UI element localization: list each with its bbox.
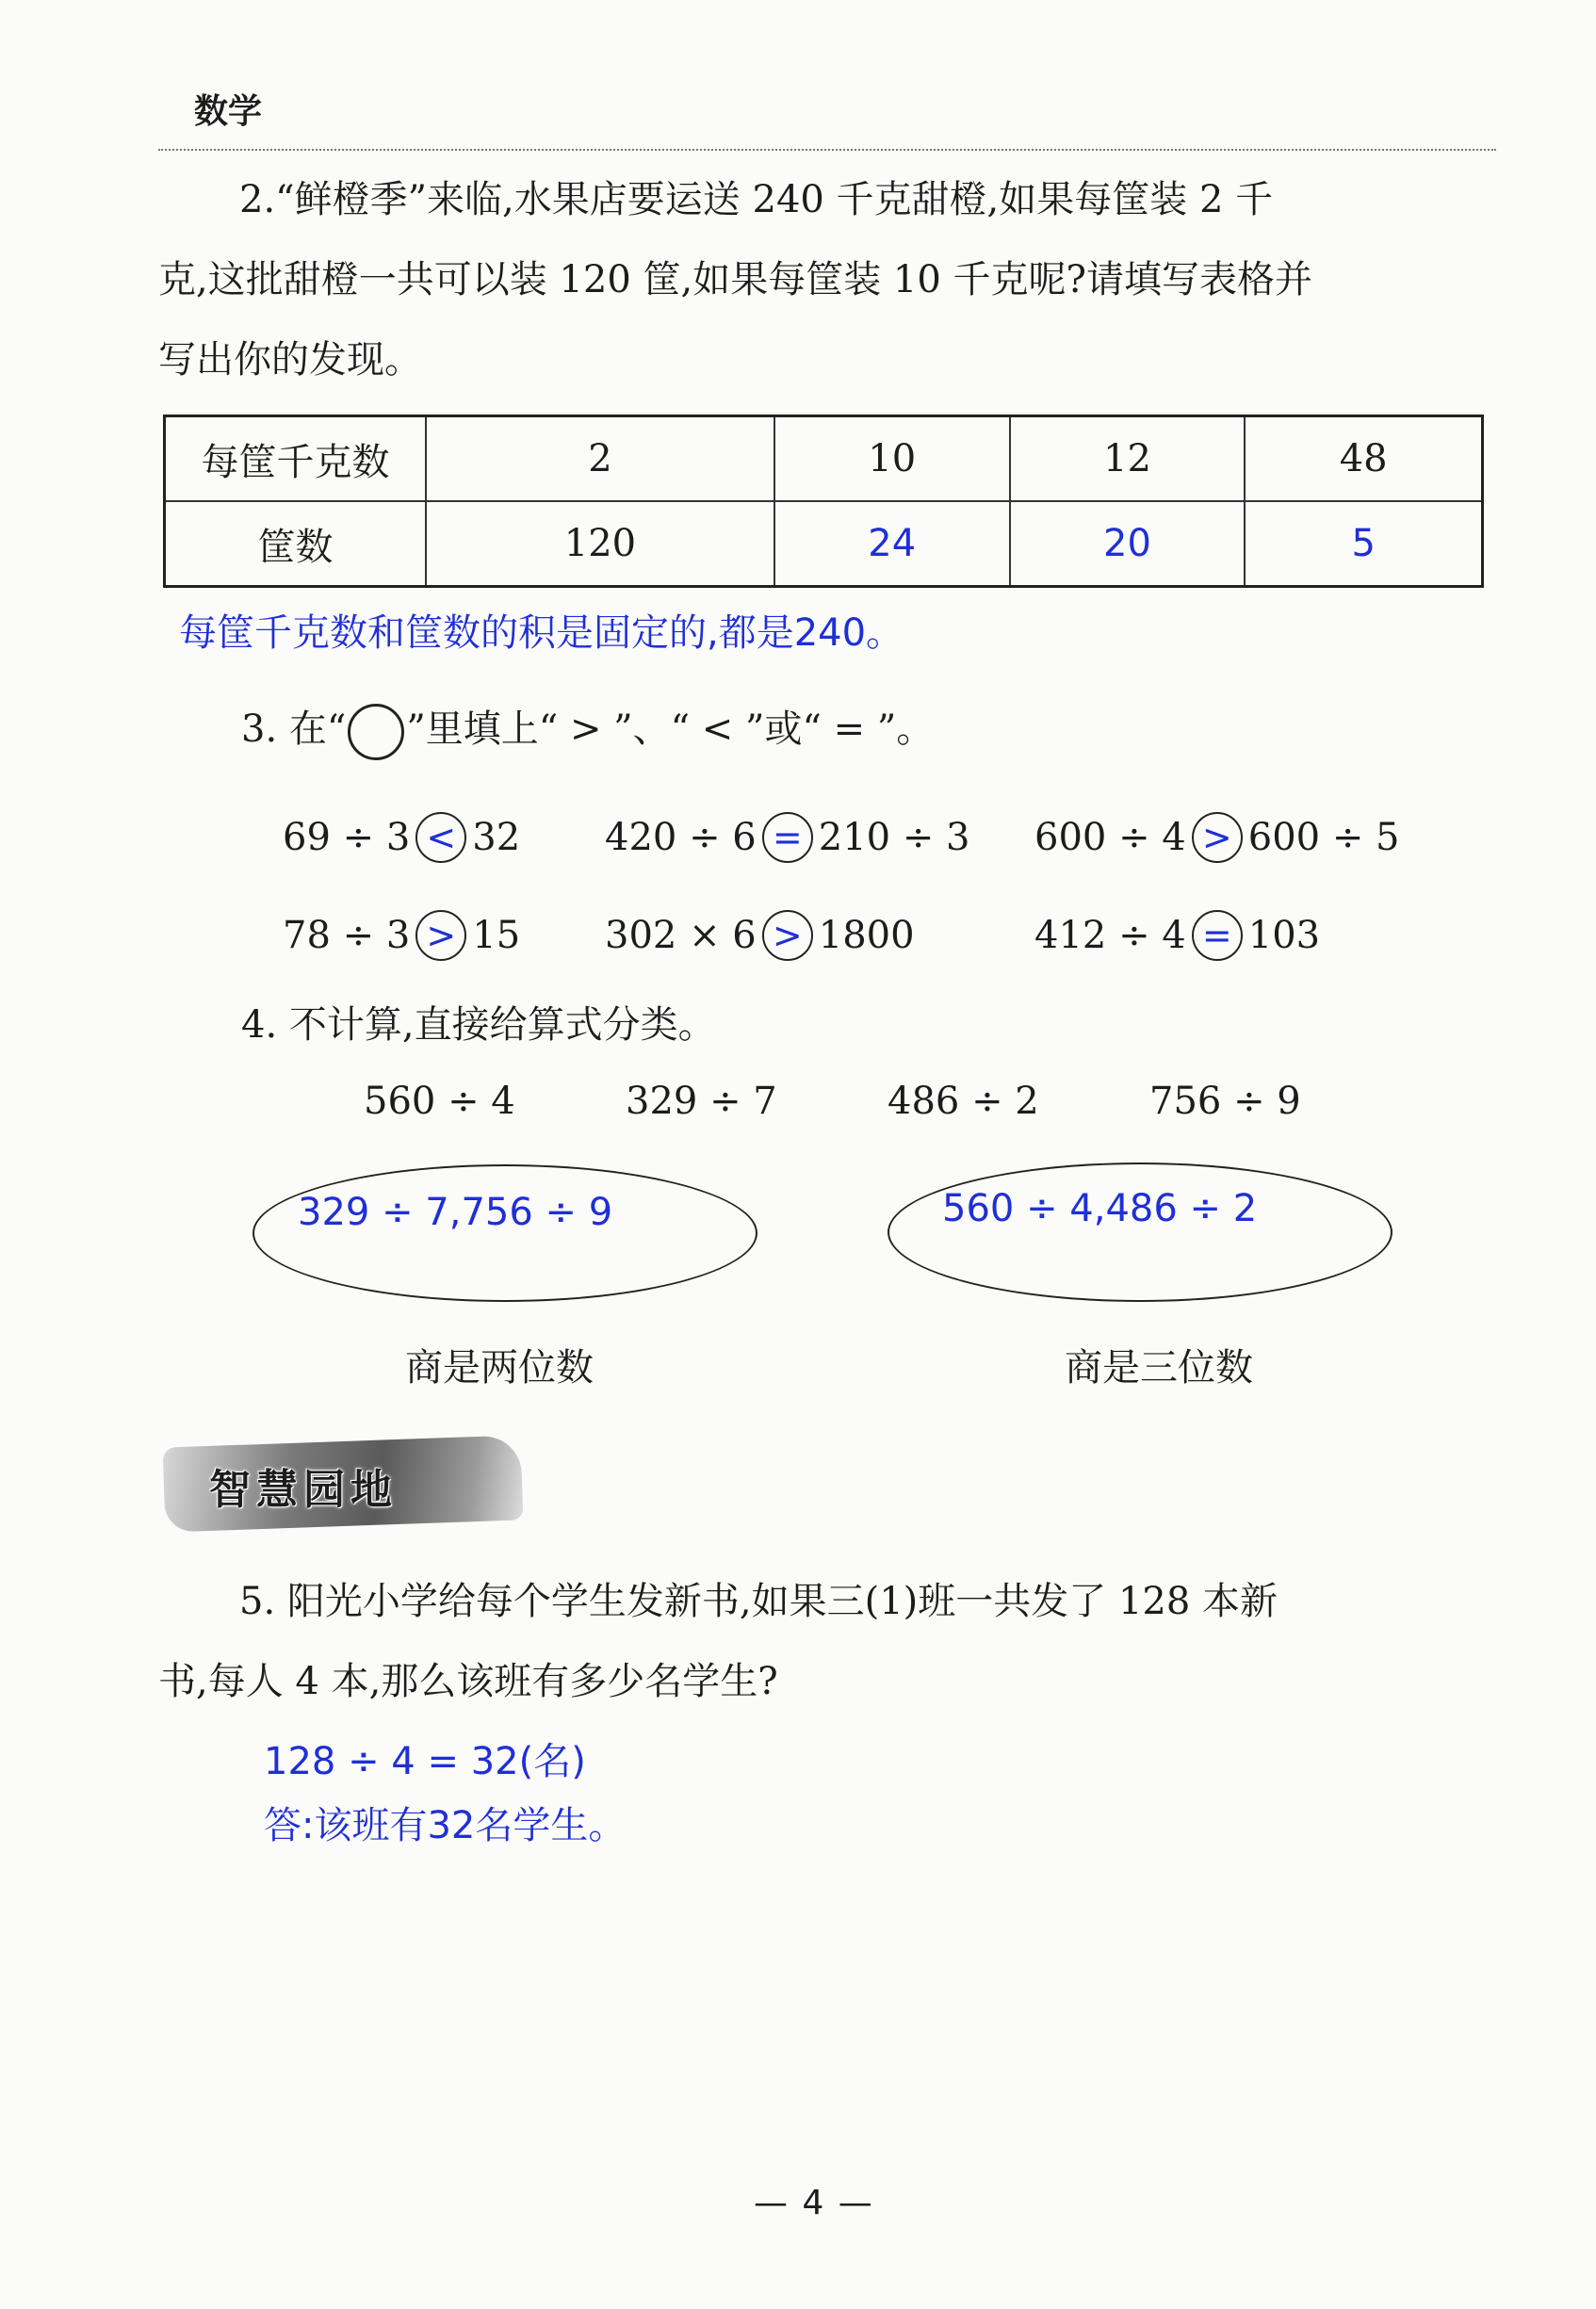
compare-answer: > — [415, 910, 466, 961]
question-2 — [158, 160, 1496, 400]
table-cell: 2 — [426, 416, 774, 502]
table-cell: 48 — [1245, 416, 1482, 502]
expression: 486 ÷ 2 — [888, 1080, 1039, 1123]
table-answer-cell: 24 — [774, 501, 1010, 587]
table-cell: 10 — [774, 416, 1010, 502]
table-row-baskets — [165, 501, 1483, 587]
compare-answer: > — [762, 910, 813, 961]
compare-right: 15 — [472, 914, 521, 957]
compare-right: 1800 — [818, 914, 915, 957]
table-cell: 12 — [1010, 416, 1246, 502]
table-answer-cell: 5 — [1245, 501, 1482, 587]
page-number: — 4 — — [754, 2184, 874, 2222]
table-answer-cell: 20 — [1010, 501, 1246, 587]
compare-answer: < — [415, 812, 466, 863]
compare-left: 78 ÷ 3 — [283, 914, 411, 957]
three-digit-group-answer: 560 ÷ 4,486 ÷ 2 — [942, 1187, 1258, 1230]
compare-item — [283, 812, 520, 863]
compare-right: 210 ÷ 3 — [818, 816, 970, 859]
expression: 756 ÷ 9 — [1149, 1080, 1301, 1123]
compare-item — [1034, 910, 1320, 961]
table-head-baskets: 筐数 — [165, 501, 427, 587]
expression: 329 ÷ 7 — [626, 1080, 777, 1123]
question-3-prompt-after: ”里填上“ > ”、“ < ”或“ = ”。 — [406, 707, 935, 751]
two-digit-group-answer: 329 ÷ 7,756 ÷ 9 — [298, 1191, 613, 1234]
compare-item — [283, 910, 520, 961]
question-5-line-1: 5. 阳光小学给每个学生发新书,如果三(1)班一共发了 128 本新 — [239, 1580, 1278, 1623]
compare-item — [605, 812, 970, 863]
subject-title: 数学 — [194, 92, 263, 131]
compare-left: 302 × 6 — [605, 914, 757, 957]
ellipse-three-digit — [888, 1163, 1392, 1302]
compare-left: 69 ÷ 3 — [283, 816, 411, 859]
compare-right: 600 ÷ 5 — [1247, 816, 1400, 859]
table-cell: 120 — [426, 501, 774, 587]
compare-left: 600 ÷ 4 — [1034, 816, 1186, 859]
section-banner-title: 智慧园地 — [209, 1466, 398, 1514]
compare-answer: = — [1192, 910, 1243, 961]
question-5 — [158, 1562, 1496, 1722]
question-3-prompt-before: 3. 在“ — [241, 707, 347, 751]
question-5-equation: 128 ÷ 4 = 32(名) — [264, 1740, 586, 1783]
compare-right: 103 — [1247, 914, 1321, 957]
two-digit-label: 商是两位数 — [405, 1346, 594, 1390]
compare-item — [1034, 812, 1400, 863]
compare-left: 412 ÷ 4 — [1034, 914, 1186, 957]
compare-item — [605, 910, 915, 961]
question-2-line-3: 写出你的发现。 — [158, 338, 422, 382]
question-3-prompt — [241, 699, 934, 760]
question-2-line-2: 克,这批甜橙一共可以装 120 筐,如果每筐装 10 千克呢?请填写表格并 — [158, 258, 1312, 301]
compare-right: 32 — [472, 816, 521, 859]
question-2-line-1: 2.“鲜橙季”来临,水果店要运送 240 千克甜橙,如果每筐装 2 千 — [239, 178, 1274, 221]
table-head-kg: 每筐千克数 — [165, 416, 427, 502]
question-2-finding: 每筐千克数和筐数的积是固定的,都是240。 — [179, 611, 904, 655]
question-4-prompt: 4. 不计算,直接给算式分类。 — [241, 1003, 716, 1047]
basket-table — [163, 415, 1484, 588]
compare-answer: = — [762, 812, 813, 863]
expression: 560 ÷ 4 — [364, 1080, 515, 1123]
blank-circle-icon — [348, 704, 404, 760]
header-divider — [158, 138, 1496, 151]
compare-left: 420 ÷ 6 — [605, 816, 757, 859]
question-5-answer: 答:该班有32名学生。 — [264, 1804, 627, 1847]
compare-answer: > — [1192, 812, 1243, 863]
table-row-kg — [165, 416, 1483, 502]
question-5-line-2: 书,每人 4 本,那么该班有多少名学生? — [158, 1660, 778, 1703]
three-digit-label: 商是三位数 — [1065, 1346, 1253, 1390]
